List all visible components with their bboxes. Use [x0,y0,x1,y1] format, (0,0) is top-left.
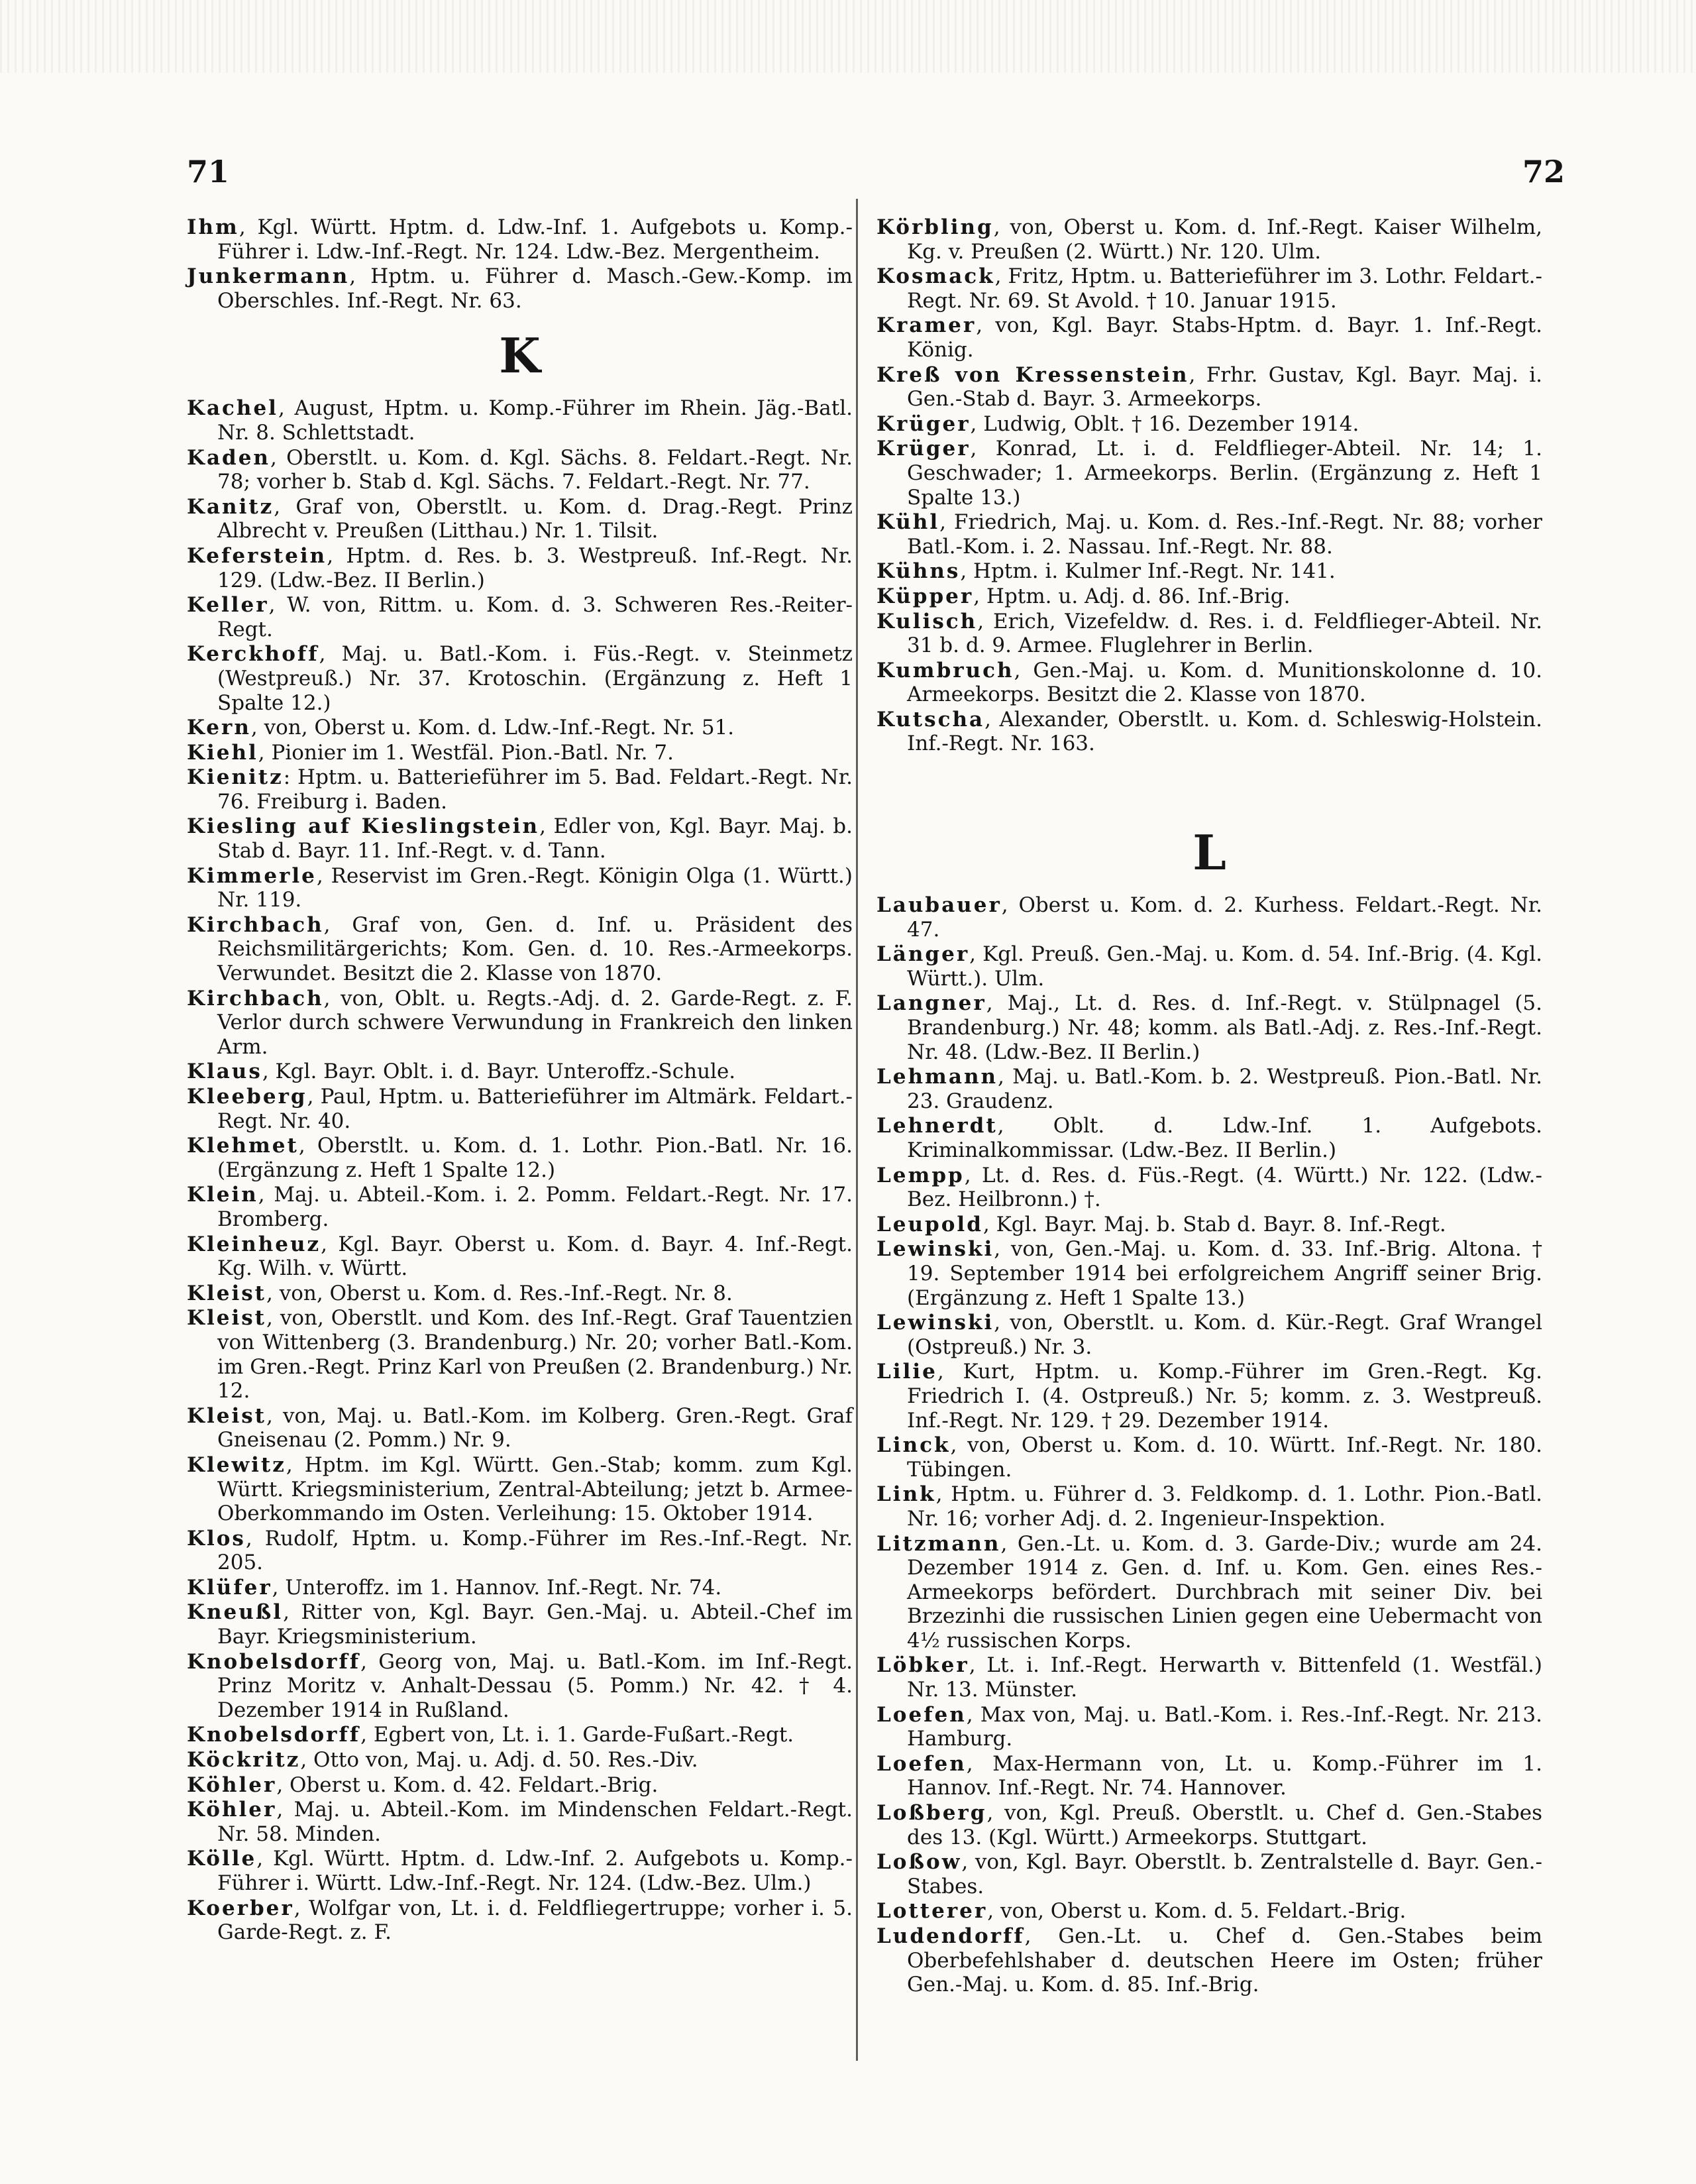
entry-text: , Kgl. Preuß. Gen.-Maj. u. Kom. d. 54. Inf.-Brig. (4. Kgl. Württ.). Ulm. [907,942,1542,991]
register-entry [187,1060,853,1084]
register-entry [187,544,853,592]
register-entry [876,363,1542,411]
entry-text: , Kgl. Bayr. Maj. b. Stab d. Bayr. 8. Inf.-Regt. [982,1212,1446,1236]
entry-name: Kleist [187,1281,266,1305]
register-entry [876,1752,1542,1800]
entry-name: Klewitz [187,1452,286,1477]
entry-name: Kleinheuz [187,1232,321,1256]
entry-text: , Maj. u. Abteil.-Kom. im Mindenschen Feldart.-Regt. Nr. 58. Minden. [217,1798,853,1846]
register-entry [187,264,853,313]
entry-text: , Pionier im 1. Westfäl. Pion.-Batl. Nr. 7. [258,740,674,765]
entry-text: , Hptm. d. Res. b. 3. Westpreuß. Inf.-Regt. Nr. 129. (Ldw.-Bez. II Berlin.) [217,543,853,592]
entry-text: , Oberst u. Kom. d. 2. Kurhess. Feldart.-Regt. Nr. 47. [907,893,1542,942]
entry-name: Junkermann [187,264,350,289]
entry-text: , Maj. u. Batl.-Kom. b. 2. Westpreuß. Pion.-Batl. Nr. 23. Graudenz. [907,1065,1542,1113]
entry-text: , Max von, Maj. u. Batl.-Kom. i. Res.-Inf.-Regt. Nr. 213. Hamburg. [907,1702,1542,1751]
entry-text: , Gen.-Maj. u. Kom. d. Munitionskolonne d. 10. Armeekorps. Besitzt die 2. Klasse von 1870. [907,658,1542,707]
entry-text: , Ludwig, Oblt. † 16. Dezember 1914. [970,411,1359,436]
entry-name: Loßow [876,1850,962,1875]
register-entry [187,446,853,494]
entry-text: , Kurt, Hptm. u. Komp.-Führer im Gren.-Regt. Kg. Friedrich I. (4. Ostpreuß.) Nr. 5; komm. z. 3. Westpreuß. Inf.-Regt. Nr. 129. † 29. Dezember 1914. [907,1360,1542,1433]
entry-name: Löbker [876,1653,969,1678]
register-entry [187,495,853,543]
entry-name: Lewinski [876,1237,994,1262]
entry-text: , Graf von, Oberstlt. u. Kom. d. Drag.-Regt. Prinz Albrecht v. Preußen (Litthau.) Nr. 1. Tilsit. [217,494,853,543]
entry-name: Keller [187,593,269,618]
entry-name: Klüfer [187,1575,272,1600]
entry-name: Linck [876,1433,951,1458]
entry-name: Loefen [876,1751,967,1776]
entry-text: , Fritz, Hptm. u. Batterieführer im 3. Lothr. Feldart.-Regt. Nr. 69. St Avold. † 10. Januar 1915. [907,264,1542,313]
register-entry [187,642,853,715]
register-entry [876,1653,1542,1702]
entry-name: Litzmann [876,1531,1001,1556]
entry-name: Ihm [187,215,239,239]
entry-text: , Gen.-Lt. u. Chef d. Gen.-Stabes beim Oberbefehlshaber d. deutschen Heere im Osten; früher Gen.-Maj. u. Kom. d. 85. Inf.-Brig. [907,1924,1542,1997]
register-entry [876,1237,1542,1310]
entry-name: Kölle [187,1847,257,1871]
entry-text: , Frhr. Gustav, Kgl. Bayr. Maj. i. Gen.-Stab d. Bayr. 3. Armeekorps. [907,362,1543,411]
entry-name: Länger [876,942,970,967]
entry-name: Kleeberg [187,1085,307,1109]
register-entry [187,1773,853,1798]
entry-name: Kanitz [187,494,274,519]
entry-text: , Kgl. Württ. Hptm. d. Ldw.-Inf. 2. Aufgebots u. Komp.-Führer i. Württ. Ldw.-Inf.-Regt. Nr. 124. (Ldw.-Bez. Ulm.) [217,1847,853,1895]
entry-text: , Graf von, Gen. d. Inf. u. Präsident des Reichsmilitärgerichts; Kom. Gen. d. 10. Res.-Armeekorps. Verwundet. Besitzt die 2. Klasse von 1870. [217,912,853,986]
entry-name: Knobelsdorff [187,1723,361,1747]
register-entry [187,814,853,863]
register-entry [876,1164,1542,1212]
entry-name: Klaus [187,1060,262,1084]
register-entry [876,1311,1542,1359]
entry-text: , Ritter von, Kgl. Bayr. Gen.-Maj. u. Abteil.-Chef im Bayr. Kriegsministerium. [217,1600,853,1649]
entry-text: , Reservist im Gren.-Regt. Königin Olga (1. Württ.) Nr. 119. [217,863,853,912]
entry-name: Köhler [187,1798,277,1822]
register-entry [876,584,1542,609]
register-entry [187,1723,853,1747]
register-entry [876,1360,1542,1433]
entry-name: Köckritz [187,1748,301,1773]
register-entry [187,1527,853,1575]
register-entry [876,1899,1542,1924]
entry-text: , von, Oberstlt. u. Kom. d. Kür.-Regt. Graf Wrangel (Ostpreuß.) Nr. 3. [907,1311,1542,1359]
entry-name: Kimmerle [187,863,317,888]
register-entry [876,1213,1542,1237]
register-entry [187,864,853,912]
register-entry [876,412,1542,437]
entry-text: , Konrad, Lt. i. d. Feldflieger-Abteil. Nr. 14; 1. Geschwader; 1. Armeekorps. Berlin. (Ergänzung z. Heft 1 Spalte 13.) [907,437,1542,510]
entry-text: , Wolfgar von, Lt. i. d. Feldfliegertruppe; vorher i. 5. Garde-Regt. z. F. [217,1896,853,1945]
register-entry [187,215,853,264]
entry-text: , Georg von, Maj. u. Batl.-Kom. im Inf.-Regt. Prinz Moritz v. Anhalt-Dessau (5. Pomm.) Nr. 42. † 4. Dezember 1914 in Rußland. [217,1649,853,1722]
entry-name: Ludendorff [876,1924,1025,1948]
register-entry [876,1065,1542,1113]
entry-text: , von, Kgl. Bayr. Stabs-Hptm. d. Bayr. 1. Inf.-Regt. König. [907,313,1542,362]
entry-text: , Kgl. Bayr. Oberst u. Kom. d. Bayr. 4. Inf.-Regt. Kg. Wilh. v. Württ. [217,1232,853,1281]
entry-text: , Friedrich, Maj. u. Kom. d. Res.-Inf.-Regt. Nr. 88; vorher Batl.-Kom. i. 2. Nassau. Inf.-Regt. Nr. 88. [907,510,1542,559]
entry-name: Kühl [876,510,940,535]
entry-name: Kulisch [876,609,978,633]
entry-name: Kerckhoff [187,642,319,667]
entry-name: Lehnerdt [876,1114,998,1138]
entry-name: Knobelsdorff [187,1649,361,1674]
register-entry [187,1453,853,1526]
entry-name: Kiehl [187,740,258,765]
entry-name: Lempp [876,1163,965,1187]
register-entry [187,987,853,1060]
register-entry [187,593,853,641]
entry-text: , August, Hptm. u. Komp.-Führer im Rhein. Jäg.-Batl. Nr. 8. Schlettstadt. [217,396,853,445]
register-entry [187,1404,853,1452]
column-divider [856,199,858,2061]
page-number-left: 71 [187,154,230,190]
entry-name: Kirchbach [187,986,324,1010]
entry-text: , von, Kgl. Preuß. Oberstlt. u. Chef d. Gen.-Stabes des 13. (Kgl. Württ.) Armeekorps. Stuttgart. [907,1801,1542,1849]
register-entry [876,1532,1542,1653]
entry-text: , von, Oblt. u. Regts.-Adj. d. 2. Garde-Regt. z. F. Verlor durch schwere Verwundung in Frankreich den linken Arm. [217,986,853,1059]
entry-name: Leupold [876,1212,983,1236]
register-entry [187,1896,853,1945]
entry-text: , W. von, Rittm. u. Kom. d. 3. Schweren Res.-Reiter-Regt. [217,593,853,641]
register-entry [187,1798,853,1846]
entry-name: Kreß von Kressenstein [876,362,1189,387]
entry-name: Kramer [876,313,977,338]
entry-text: , Hptm. u. Adj. d. 86. Inf.-Brig. [973,584,1291,608]
entry-text: , Hptm. im Kgl. Württ. Gen.-Stab; komm. zum Kgl. Württ. Kriegsministerium, Zentral-Abteilung; jetzt b. Armee-Oberkommando im Osten. Verleihung: 15. Oktober 1914. [217,1452,853,1526]
entry-name: Link [876,1482,936,1507]
register-entry [187,1134,853,1182]
entry-name: Kosmack [876,264,995,289]
entry-text: , Paul, Hptm. u. Batterieführer im Altmärk. Feldart.-Regt. Nr. 40. [217,1085,853,1133]
entry-name: Kirchbach [187,912,324,937]
register-entry [876,1433,1542,1482]
entry-name: Klos [187,1526,246,1551]
entry-name: Loßberg [876,1801,987,1826]
entry-text: , von, Oberstlt. und Kom. des Inf.-Regt. Graf Tauentzien von Wittenberg (3. Brandenburg.) Nr. 20; vorher Batl.-Kom. im Gren.-Regt. Prinz Karl von Preußen (2. Brandenburg.) Nr. 12. [217,1306,853,1403]
entry-text: , Unteroffz. im 1. Hannov. Inf.-Regt. Nr. 74. [272,1575,722,1600]
register-entry [876,215,1542,264]
entry-name: Koerber [187,1896,294,1920]
entry-text: , Erich, Vizefeldw. d. Res. i. d. Feldflieger-Abteil. Nr. 31 b. d. 9. Armee. Fluglehrer in Berlin. [907,609,1542,658]
entry-text: , von, Oberst u. Kom. d. Inf.-Regt. Kaiser Wilhelm, Kg. v. Preußen (2. Württ.) Nr. 120. Ulm. [907,215,1542,264]
entry-text: , Maj., Lt. d. Res. d. Inf.-Regt. v. Stülpnagel (5. Brandenburg.) Nr. 48; komm. als Batl.-Adj. z. Res.-Inf.-Regt. Nr. 48. (Ldw.-Bez. II Berlin.) [907,991,1542,1064]
register-entry [187,1232,853,1281]
register-entry [876,1801,1542,1849]
entry-text: , Kgl. Bayr. Oblt. i. d. Bayr. Unteroffz.-Schule. [262,1060,736,1084]
register-entry [876,264,1542,313]
right-column [876,215,1542,1998]
register-entry [876,559,1542,584]
entry-text: , von, Kgl. Bayr. Oberstlt. b. Zentralstelle d. Bayr. Gen.-Stabes. [907,1850,1542,1898]
entry-text: , Hptm. i. Kulmer Inf.-Regt. Nr. 141. [960,559,1336,584]
register-entry [187,716,853,740]
entry-text: , Kgl. Württ. Hptm. d. Ldw.-Inf. 1. Aufgebots u. Komp.-Führer i. Ldw.-Inf.-Regt. Nr. 124. Ldw.-Bez. Mergentheim. [217,215,853,264]
page-number-right: 72 [1522,154,1565,190]
entry-name: Keferstein [187,543,327,568]
register-entry [876,1850,1542,1898]
entry-name: Lotterer [876,1899,988,1924]
register-entry [876,1482,1542,1531]
left-column [187,215,853,1945]
entry-name: Kern [187,716,251,740]
entry-text: , von, Oberst u. Kom. d. 5. Feldart.-Brig. [987,1899,1406,1924]
entry-name: Klehmet [187,1134,299,1158]
entry-text: , Lt. i. Inf.-Regt. Herwarth v. Bittenfeld (1. Westfäl.) Nr. 13. Münster. [907,1653,1542,1702]
register-entry [187,765,853,814]
register-entry [187,1282,853,1306]
entry-name: Körbling [876,215,994,239]
register-entry [187,1748,853,1773]
entry-name: Kienitz [187,765,284,790]
scan-noise [0,0,1696,73]
entry-text: , Oberstlt. u. Kom. d. 1. Lothr. Pion.-Batl. Nr. 16. (Ergänzung z. Heft 1 Spalte 12.) [217,1134,853,1182]
entry-text: , Oblt. d. Ldw.-Inf. 1. Aufgebots. Kriminalkommissar. (Ldw.-Bez. II Berlin.) [907,1114,1542,1162]
entry-name: Kachel [187,396,278,421]
register-entry [876,942,1542,991]
entry-name: Kumbruch [876,658,1014,682]
entry-name: Kaden [187,445,270,470]
register-entry [876,1114,1542,1162]
register-entry [876,1703,1542,1751]
register-entry [187,913,853,986]
entry-text: , Gen.-Lt. u. Kom. d. 3. Garde-Div.; wurde am 24. Dezember 1914 z. Gen. d. Inf. u. Kom. Gen. eines Res.-Armeekorps befördert. Durchbrach mit seiner Div. bei Brzezinhi die russischen Linien gegen eine Uebermacht von 4½ russischen Korps. [907,1531,1542,1653]
entry-name: Kleist [187,1403,266,1428]
entry-name: Köhler [187,1773,277,1797]
entry-text: , Maj. u. Batl.-Kom. i. Füs.-Regt. v. Steinmetz (Westpreuß.) Nr. 37. Krotoschin. (Ergänzung z. Heft 1 Spalte 12.) [217,642,853,715]
entry-name: Kleist [187,1306,266,1331]
entry-name: Krüger [876,437,971,461]
entry-text: , Egbert von, Lt. i. 1. Garde-Fußart.-Regt. [360,1723,794,1747]
register-entry [187,1650,853,1723]
entry-text: , Otto von, Maj. u. Adj. d. 50. Res.-Div. [300,1748,698,1773]
entry-text: , Lt. d. Res. d. Füs.-Regt. (4. Württ.) Nr. 122. (Ldw.-Bez. Heilbronn.) †. [907,1163,1542,1212]
entry-name: Kiesling auf Kieslingstein [187,814,540,839]
register-entry [876,510,1542,559]
entry-text: , Oberstlt. u. Kom. d. Kgl. Sächs. 8. Feldart.-Regt. Nr. 78; vorher b. Stab d. Kgl. Sächs. 7. Feldart.-Regt. Nr. 77. [217,445,853,494]
entry-text: , Rudolf, Hptm. u. Komp.-Führer im Res.-Inf.-Regt. Nr. 205. [217,1526,853,1575]
register-entry [187,741,853,765]
entry-text: , Maj. u. Abteil.-Kom. i. 2. Pomm. Feldart.-Regt. Nr. 17. Bromberg. [217,1183,853,1231]
section-spacer [876,757,1542,810]
register-entry [876,659,1542,707]
entry-name: Lilie [876,1360,937,1384]
section-letter: K [499,327,541,384]
entry-name: Laubauer [876,893,1002,918]
entry-text: , Max-Hermann von, Lt. u. Komp.-Führer im 1. Hannov. Inf.-Regt. Nr. 74. Hannover. [907,1751,1542,1800]
register-entry [187,1306,853,1403]
entry-text: , Hptm. u. Führer d. Masch.-Gew.-Komp. im Oberschles. Inf.-Regt. Nr. 63. [217,264,853,313]
register-entry [187,1183,853,1231]
entry-text: , von, Oberst u. Kom. d. Res.-Inf.-Regt. Nr. 8. [266,1281,733,1305]
section-letter: L [1192,824,1226,881]
entry-text: , Edler von, Kgl. Bayr. Maj. b. Stab d. Bayr. 11. Inf.-Regt. v. d. Tann. [217,814,853,863]
entry-name: Loefen [876,1702,967,1727]
entry-text: , von, Maj. u. Batl.-Kom. im Kolberg. Gren.-Regt. Graf Gneisenau (2. Pomm.) Nr. 9. [217,1403,853,1452]
register-entry [187,1600,853,1649]
entry-name: Küpper [876,584,974,608]
entry-name: Kühns [876,559,961,584]
register-entry [187,1085,853,1133]
entry-text: , Alexander, Oberstlt. u. Kom. d. Schleswig-Holstein. Inf.-Regt. Nr. 163. [907,707,1542,756]
register-entry [876,437,1542,510]
entry-name: Lewinski [876,1311,994,1335]
entry-name: Kutscha [876,707,985,732]
entry-name: Krüger [876,411,971,436]
register-entry [876,313,1542,362]
entry-text: , von, Gen.-Maj. u. Kom. d. 33. Inf.-Brig. Altona. † 19. September 1914 bei erfolgreichem Angriff seiner Brig. (Ergänzung z. Heft 1 Spalte 13.) [907,1237,1542,1310]
entry-name: Langner [876,991,986,1016]
register-entry [187,1847,853,1895]
entry-text: , von, Oberst u. Kom. d. 10. Württ. Inf.-Regt. Nr. 180. Tübingen. [907,1433,1542,1482]
entry-name: Kneußl [187,1600,284,1625]
entry-text: , von, Oberst u. Kom. d. Ldw.-Inf.-Regt. Nr. 51. [250,716,735,740]
register-entry [876,1924,1542,1997]
register-entry [876,708,1542,756]
entry-text: : Hptm. u. Batterieführer im 5. Bad. Feldart.-Regt. Nr. 76. Freiburg i. Baden. [217,765,853,814]
entry-name: Lehmann [876,1065,998,1089]
register-entry [187,396,853,445]
entry-name: Klein [187,1183,258,1207]
register-entry [876,991,1542,1064]
entry-text: , Hptm. u. Führer d. 3. Feldkomp. d. 1. Lothr. Pion.-Batl. Nr. 16; vorher Adj. d. 2. Ingenieur-Inspektion. [907,1482,1542,1531]
register-entry [187,1576,853,1600]
register-entry [876,893,1542,942]
register-entry [876,610,1542,658]
entry-text: , Oberst u. Kom. d. 42. Feldart.-Brig. [276,1773,659,1797]
